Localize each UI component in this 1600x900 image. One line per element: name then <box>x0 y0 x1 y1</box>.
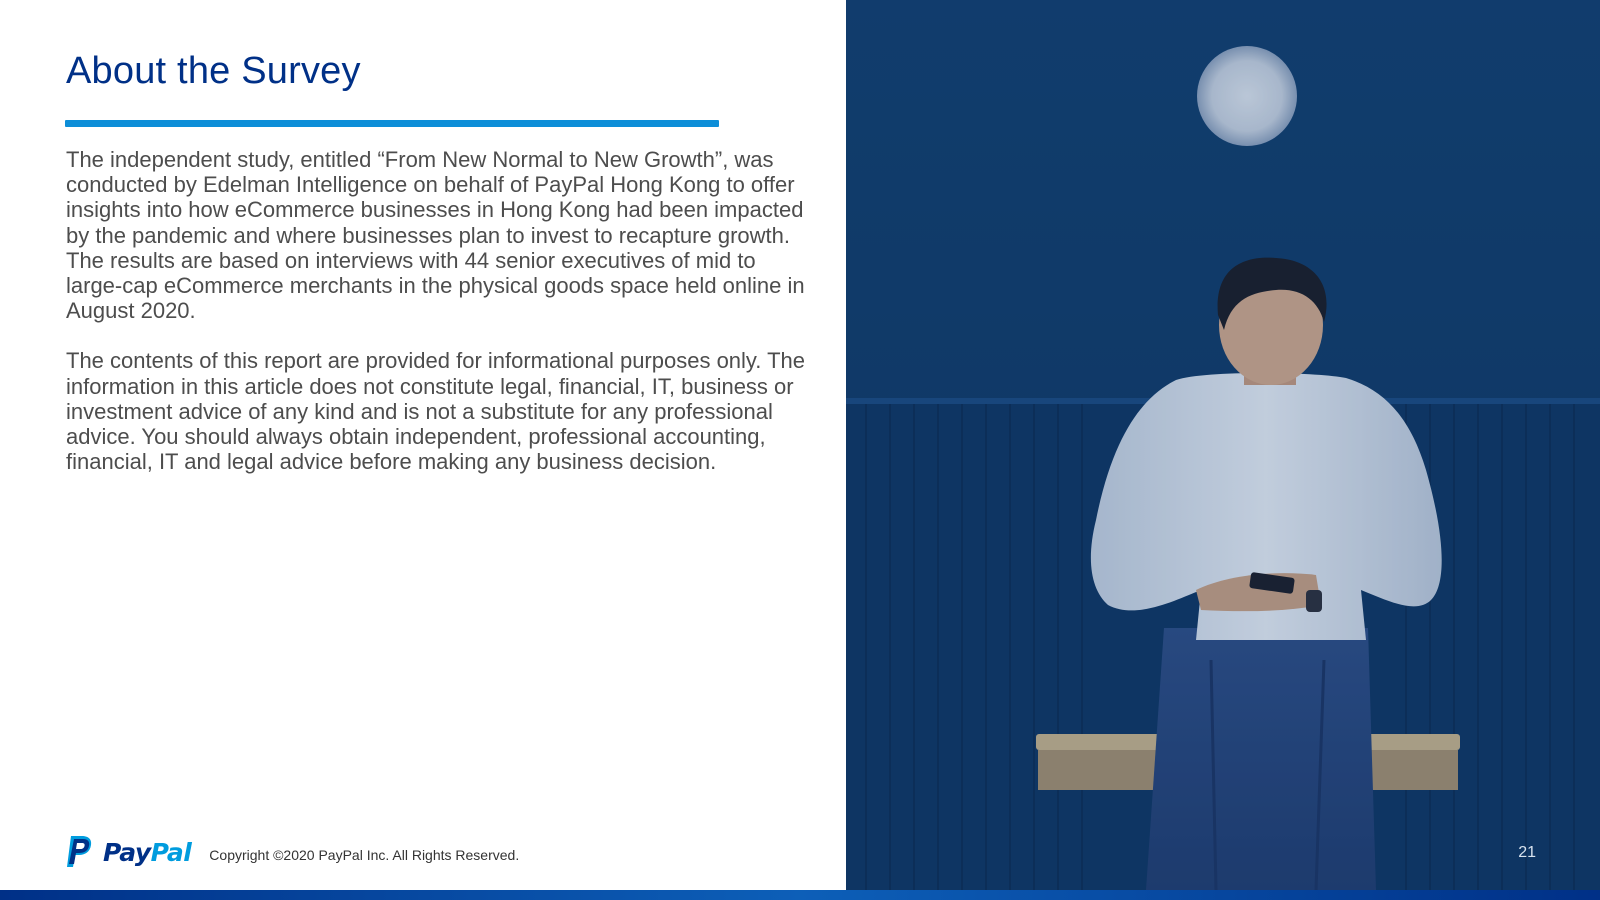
paragraph-disclaimer: The contents of this report are provided for informational purposes only. The information in this article does not constitute legal, financial, IT, business or investment advice of any kind and is not a substitute for any professional advice. You should always obtain independent, professional accounting, financial, IT and legal advice before making any business decision. <box>66 348 806 475</box>
photo-illustration <box>846 0 1600 890</box>
paypal-logo-icon <box>65 834 95 870</box>
paypal-wordmark <box>103 838 191 867</box>
paypal-wordmark-pal: Pal <box>150 837 192 867</box>
body-copy <box>66 147 806 499</box>
slide-title: About the Survey <box>66 50 361 92</box>
page-number: 21 <box>1518 844 1536 861</box>
footer <box>65 832 519 872</box>
bottom-accent-bar <box>0 890 1600 900</box>
copyright-notice: Copyright ©2020 PayPal Inc. All Rights Reserved. <box>209 847 520 863</box>
paypal-wordmark-pay: Pay <box>103 837 151 867</box>
man-using-smartphone-photo <box>846 0 1600 890</box>
paragraph-study-description: The independent study, entitled “From New Normal to New Growth”, was conducted by Edelman Intelligence on behalf of PayPal Hong Kong to offer insights into how eCommerce businesses in Hong Kong had been impacted by the pandemic and where businesses plan to invest to recapture growth. The results are based on interviews with 44 senior executives of mid to large-cap eCommerce merchants in the physical goods space held online in August 2020. <box>66 147 805 324</box>
title-underline <box>65 120 719 127</box>
